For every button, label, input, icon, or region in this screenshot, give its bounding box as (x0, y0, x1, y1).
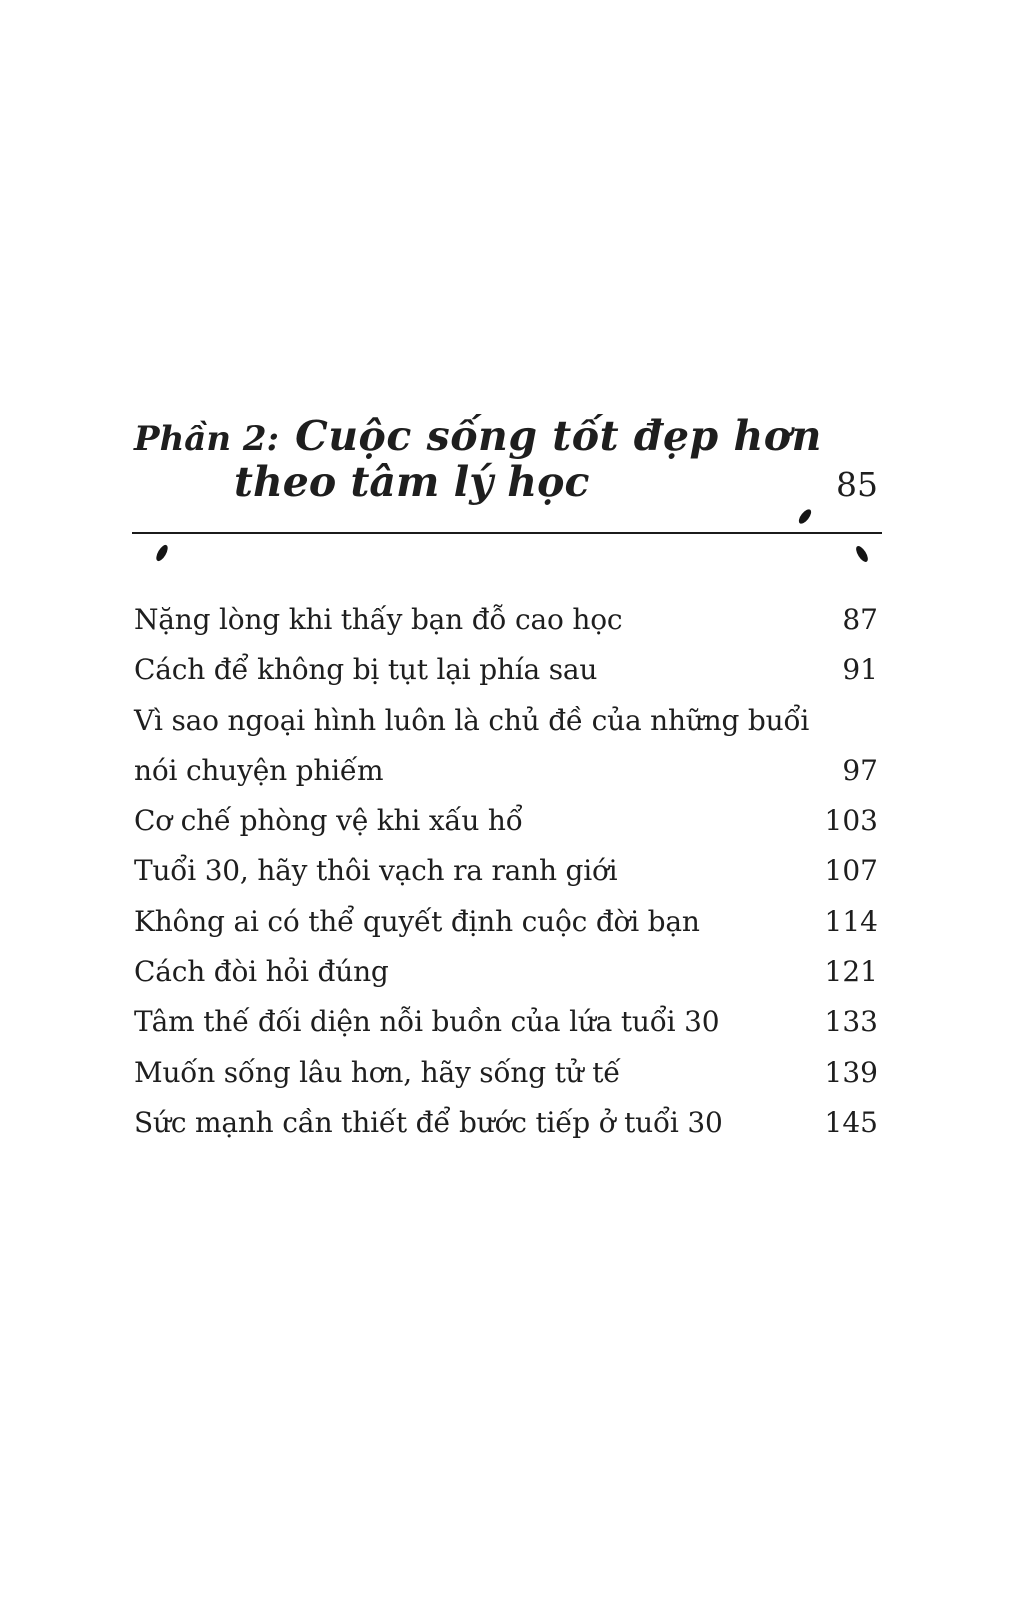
toc-entry-title (134, 1098, 723, 1148)
toc-entry-line: Cách để không bị tụt lại phía sau (134, 653, 598, 687)
section-title-line1: Cuộc sống tốt đẹp hơn (295, 412, 822, 460)
toc-entry-line: Muốn sống lâu hơn, hãy sống tử tế (134, 1055, 621, 1089)
grain-ornament-top-right (797, 507, 814, 525)
toc-entry (134, 696, 878, 797)
toc-entry (134, 1048, 878, 1098)
toc-entry-title (134, 846, 617, 896)
grain-ornament-bottom-left (154, 543, 170, 563)
toc-entry-line: Cách đòi hỏi đúng (134, 955, 389, 989)
toc-entry-line: Nặng lòng khi thấy bạn đỗ cao học (134, 603, 623, 636)
section-header-line2 (134, 458, 878, 506)
toc-entry (134, 997, 878, 1047)
toc-entry (134, 846, 878, 896)
toc-entry (134, 947, 878, 997)
toc-entry-page-number: 133 (824, 1005, 878, 1039)
toc-entry-line: Không ai có thể quyết định cuộc đời bạn (134, 904, 700, 938)
section-header-line1 (134, 412, 822, 460)
toc-entry-page-number: 87 (842, 603, 878, 636)
toc-entry-title (134, 645, 597, 695)
header-divider-rule (132, 532, 882, 534)
toc-entry-line: Cơ chế phòng vệ khi xấu hổ (134, 804, 523, 838)
section-title-line2: theo tâm lý học (234, 458, 590, 506)
toc-entry-line: Tâm thế đối diện nỗi buồn của lứa tuổi 30 (134, 1005, 720, 1039)
toc-entry-line: Vì sao ngoại hình luôn là chủ đề của những buổi (134, 703, 810, 737)
toc-entry (134, 595, 878, 645)
toc-entry-title (134, 897, 700, 947)
toc-entry (134, 897, 878, 947)
section-page-number: 85 (836, 465, 878, 504)
toc-entry-line: Sức mạnh cần thiết để bước tiếp ở tuổi 30 (134, 1105, 723, 1139)
toc-entry-page-number: 114 (824, 904, 878, 938)
toc-entry (134, 645, 878, 695)
part-label: Phần 2: (134, 419, 280, 459)
toc-entry-line: nói chuyện phiếm (134, 753, 384, 787)
toc-entry-page-number: 97 (842, 753, 878, 787)
toc-entry-title (134, 947, 389, 997)
toc-entry (134, 1098, 878, 1148)
toc-entry-line: Tuổi 30, hãy thôi vạch ra ranh giới (134, 854, 618, 888)
toc-list (134, 595, 878, 1148)
toc-entry-page-number: 103 (824, 804, 878, 838)
toc-entry-page-number: 91 (842, 653, 878, 687)
toc-entry-title (134, 595, 622, 645)
toc-entry-title (134, 796, 523, 846)
toc-entry-title (134, 1048, 620, 1098)
grain-ornament-bottom-right (854, 544, 870, 564)
toc-entry-page-number: 121 (824, 955, 878, 989)
toc-entry-title (134, 696, 809, 797)
toc-entry (134, 796, 878, 846)
toc-entry-page-number: 145 (824, 1105, 878, 1139)
toc-entry-page-number: 107 (824, 854, 878, 888)
toc-entry-page-number: 139 (824, 1055, 878, 1089)
toc-entry-title (134, 997, 719, 1047)
